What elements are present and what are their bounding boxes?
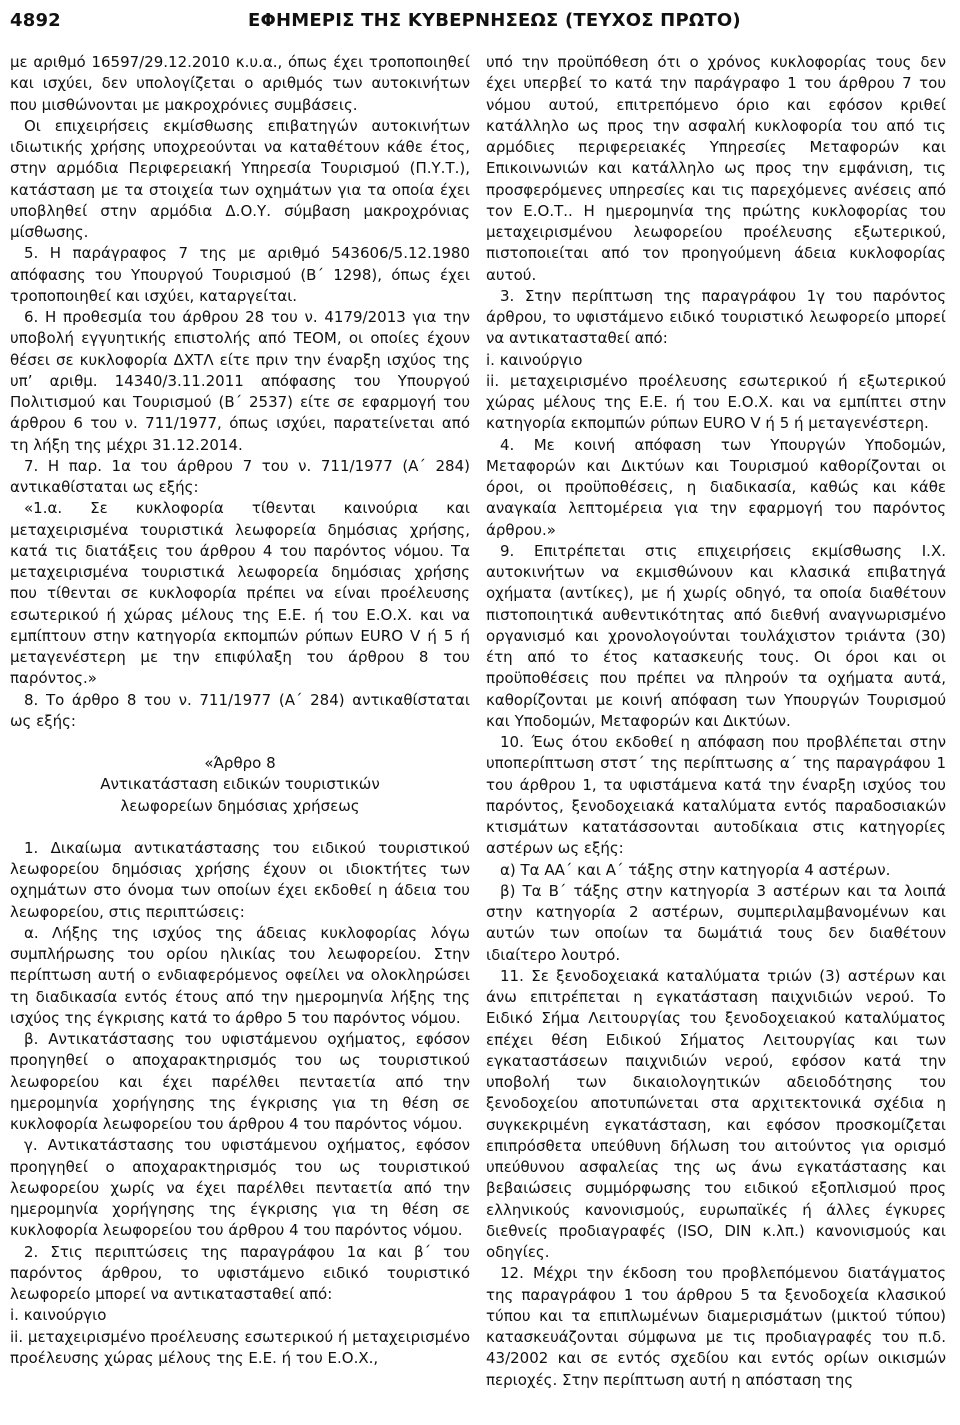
paragraph: με αριθμό 16597/29.12.2010 κ.υ.α., όπως έχει τροποποιηθεί και ισχύει, δεν υπολογίζεται ο αριθμός των αυτοκινήτων που μισθώνονται με μακροχρόνιες συμβάσεις. bbox=[10, 53, 470, 114]
paragraph: ii. μεταχειρισμένο προέλευσης εσωτερικού ή μεταχειρισμένο προέλευσης χώρας μέλους της Ε.Ε. ή του Ε.Ο.Χ., bbox=[10, 1327, 470, 1367]
paragraph: 7. Η παρ. 1α του άρθρου 7 του ν. 711/1977 (Α΄ 284) αντικαθίσταται ως εξής: bbox=[10, 456, 470, 496]
article-heading-line: λεωφορείων δημόσιας χρήσεως bbox=[120, 796, 360, 815]
article-heading-line: Αντικατάσταση ειδικών τουριστικών bbox=[100, 775, 380, 794]
paragraph: 10. Έως ότου εκδοθεί η απόφαση που προβλέπεται στην υποπερίπτωση στστ΄ της περίπτωσης α΄ της παραγράφου 1 του άρθρου 1, τα υφιστάμενα κατά την έναρξη ισχύος του παρόντος, ξενοδοχειακά καταλύματα εντός παραδοσιακών κτισμάτων κατατάσσονται αυτοδίκαια στις κατηγορίες αστέρων ως εξής: bbox=[486, 733, 946, 858]
paragraph: ii. μεταχειρισμένο προέλευσης εσωτερικού ή εξωτερικού χώρας μέλους της Ε.Ε. ή του Ε.Ο.Χ. και να εμπίπτει στην κατηγορία εκπομπών ρύπων EURO V ή 5 ή μεταγενέστερη. bbox=[486, 371, 946, 433]
paragraph: i. καινούργιο bbox=[486, 350, 583, 369]
paragraph: 3. Στην περίπτωση της παραγράφου 1γ του παρόντος άρθρου, το υφιστάμενο ειδικό τουριστικό λεωφορείο μπορεί να αντικατασταθεί από: bbox=[486, 286, 946, 348]
paragraph: 2. Στις περιπτώσεις της παραγράφου 1α και β΄ του παρόντος άρθρου, το υφιστάμενο ειδικό τουριστικό λεωφορείο μπορεί να αντικατασταθεί από: bbox=[10, 1242, 470, 1303]
paragraph: 8. Το άρθρο 8 του ν. 711/1977 (Α΄ 284) αντικαθίσταται ως εξής: bbox=[10, 690, 470, 730]
right-column bbox=[486, 52, 946, 1391]
paragraph: 12. Μέχρι την έκδοση του προβλεπόμενου διατάγματος της παραγράφου 1 του άρθρου 5 τα ξενοδοχεία κλασικού τύπου και τα επιπλωμένων διαμερισμάτων (μικτού τύπου) κατασκευάζονται σύμφωνα με τις προδιαγραφές του π.δ. 43/2002 και σε εντός σχεδίου και εντός ορίων οικισμών περιοχές. Στην περίπτωση αυτή η απόσταση της bbox=[486, 1264, 946, 1389]
paragraph: β. Αντικατάστασης του υφιστάμενου οχήματος, εφόσον προηγηθεί ο αποχαρακτηρισμός του ως τουριστικού λεωφορείου και έχει παρέλθει πενταετία από την ημερομηνία χορήγησης της έγκρισης για τη θέση σε κυκλοφορία λεωφορείου του άρθρου 4 του παρόντος νόμου. bbox=[10, 1030, 470, 1133]
paragraph: 9. Επιτρέπεται στις επιχειρήσεις εκμίσθωσης Ι.Χ. αυτοκινήτων να εκμισθώνουν και κλασικά επιβατηγά οχήματα (αντίκες), με ή χωρίς οδηγό, τα οποία διαθέτουν πιστοποιητικά αυθεντικότητας από διεθνή αναγνωρισμένο οργανισμό και χρονολογούνται τουλάχιστον τριάντα (30) έτη από το έτος κατασκευής τους. Οι όροι και οι προϋποθέσεις που πρέπει να πληρούν τα οχήματα αυτά, καθορίζονται με κοινή απόφαση των Υπουργών Τουρισμού και Υποδομών, Μεταφορών και Δικτύων. bbox=[486, 541, 946, 730]
paragraph: 5. Η παράγραφος 7 της με αριθμό 543606/5.12.1980 απόφασης του Υπουργού Τουρισμού (Β΄ 1298), όπως έχει τροποποιηθεί και ισχύει, καταργείται. bbox=[10, 244, 470, 305]
paragraph: 4. Με κοινή απόφαση των Υπουργών Υποδομών, Μεταφορών και Δικτύων και Τουρισμού καθορίζονται οι όροι, οι προϋποθέσεις, η διαδικασία, καθώς και κάθε αναγκαία λεπτομέρεια για την εφαρμογή του παρόντος άρθρου.» bbox=[486, 435, 946, 539]
paragraph: 6. Η προθεσμία του άρθρου 28 του ν. 4179/2013 για την υποβολή εγγυητικής επιστολής από ΤΕΟΜ, οι οποίες έχουν θέσει σε κυκλοφορία ΔΧΤΛ είτε πριν την έναρξη ισχύος της υπ’ αριθμ. 14340/3.11.2011 απόφασης του Υπουργού Πολιτισμού και Τουρισμού (Β΄ 2537) είτε σε εφαρμογή του άρθρου 6 του ν. 711/1977, όπως ισχύει, παρατείνεται από τη λήξη της μέχρι 31.12.2014. bbox=[10, 308, 470, 454]
page-header bbox=[10, 4, 950, 40]
paragraph: «1.α. Σε κυκλοφορία τίθενται καινούρια και μεταχειρισμένα τουριστικά λεωφορεία δημόσιας χρήσης, κατά τις διατάξεις του άρθρου 4 του παρόντος νόμου. Τα μεταχειρισμένα τουριστικά λεωφορεία δημόσιας χρήσης που τίθενται σε κυκλοφορία πρέπει να είναι προέλευσης εσωτερικού ή χώρας μέλους της Ε.Ε. ή του Ε.Ο.Χ. και να εμπίπτουν στην κατηγορία εκπομπών ρύπων EURO V ή 5 ή μεταγενέστερη με την επιφύλαξη του άρθρου 8 του παρόντος.» bbox=[10, 499, 470, 688]
page-number: 4892 bbox=[10, 10, 61, 31]
paragraph: 1. Δικαίωμα αντικατάστασης του ειδικού τουριστικού λεωφορείου δημόσιας χρήσης έχουν οι ιδιοκτήτες των οχημάτων στο όνομα των οποίων έχει εκδοθεί η άδεια του λεωφορείου, στις περιπτώσεις: bbox=[10, 838, 470, 921]
paragraph: β) Τα Β΄ τάξης στην κατηγορία 3 αστέρων και τα λοιπά στην κατηγορία 2 αστέρων, συμπεριλαμβανομένων και αυτών των οποίων τα δωμάτιά τους δεν διαθέτουν ιδιαίτερο λουτρό. bbox=[486, 881, 946, 964]
left-column bbox=[10, 52, 470, 1369]
paragraph: α. Λήξης της ισχύος της άδειας κυκλοφορίας λόγω συμπλήρωσης του ορίου ηλικίας του λεωφορείου. Στην περίπτωση αυτή ο ενδιαφερόμενος οφείλει να ολοκληρώσει τη διαδικασία εντός έτους από την ημερομηνία λήξης της ισχύος της έγκρισης κατά το άρθρο 5 του παρόντος νόμου. bbox=[10, 923, 470, 1027]
paragraph: i. καινούργιο bbox=[10, 1306, 107, 1325]
paragraph: 11. Σε ξενοδοχειακά καταλύματα τριών (3) αστέρων και άνω επιτρέπεται η εγκατάσταση παιχνιδιών νερού. Το Ειδικό Σήμα Λειτουργίας του ξενοδοχειακού καταλύματος επέχει θέση Ειδικού Σήματος Λειτουργίας και των εγκαταστάσεων παιχνιδιών νερού, εφόσον κατά την υποβολή των δικαιολογητικών αδειοδότησης του ξενοδοχείου αποτυπώνεται στα αρχιτεκτονικά σχέδια η συγκεκριμένη εγκατάσταση, και εφόσον προσκομίζεται επιπρόσθετα υπεύθυνη δήλωση του αιτούντος για ορισμό υπεύθυνου ασφαλείας της ως άνω εγκατάστασης και βεβαιώσεις συμμόρφωσης του ειδικού εξοπλισμού προς ελληνικούς κανονισμούς, ευρωπαϊκές ή άλλες έγκυρες διεθνείς προδιαγραφές (ISO, DIN κ.λπ.) κανονισμούς και οδηγίες. bbox=[486, 966, 946, 1261]
article-heading-line: «Άρθρο 8 bbox=[204, 754, 276, 772]
paragraph: α) Τα ΑΑ΄ και Α΄ τάξης στην κατηγορία 4 αστέρων. bbox=[500, 860, 891, 879]
paragraph: υπό την προϋπόθεση ότι ο χρόνος κυκλοφορίας τους δεν έχει υπερβεί το κατά την παράγραφο 1 του άρθρου 7 του νόμου αυτού, επιτρεπόμενο όριο και εφόσον κριθεί κατάλληλο ως προς την ασφαλή κυκλοφορία του από τις αρμόδιες περιφερειακές Υπηρεσίες Μεταφορών και Επικοινωνιών και κατάλληλο ως προς την εμφάνιση, τις προσφερόμενες υπηρεσίες και τις παρεχόμενες ανέσεις από τον Ε.Ο.Τ.. Η ημερομηνία της πρώτης κυκλοφορίας του μεταχειρισμένου λεωφορείου προέλευσης εξωτερικού, πιστοποιείται από τον προηγούμενη άδεια κυκλοφορίας αυτού. bbox=[486, 53, 946, 284]
paragraph: γ. Αντικατάστασης του υφιστάμενου οχήματος, εφόσον προηγηθεί ο αποχαρακτηρισμός του ως τουριστικού λεωφορείου χωρίς να έχει παρέλθει πενταετία από την ημερομηνία χορήγησης της έγκρισης για τη θέση σε κυκλοφορία λεωφορείου του άρθρου 4 του παρόντος νόμου. bbox=[10, 1136, 470, 1240]
paragraph: Οι επιχειρήσεις εκμίσθωσης επιβατηγών αυτοκινήτων ιδιωτικής χρήσης υποχρεούνται να καταθέτουν κάθε έτος, στην αρμόδια Περιφερειακή Υπηρεσία Τουρισμού (Π.Υ.Τ.), κατάσταση με τα στοιχεία των οχημάτων για τα οποία έχει υποβληθεί στην αρμόδια Δ.Ο.Υ. σύμβαση μακροχρόνιας μίσθωσης. bbox=[10, 116, 470, 241]
gazette-title: ΕΦΗΜΕΡΙΣ ΤΗΣ ΚΥΒΕΡΝΗΣΕΩΣ (ΤΕΥΧΟΣ ΠΡΩΤΟ) bbox=[248, 10, 741, 31]
